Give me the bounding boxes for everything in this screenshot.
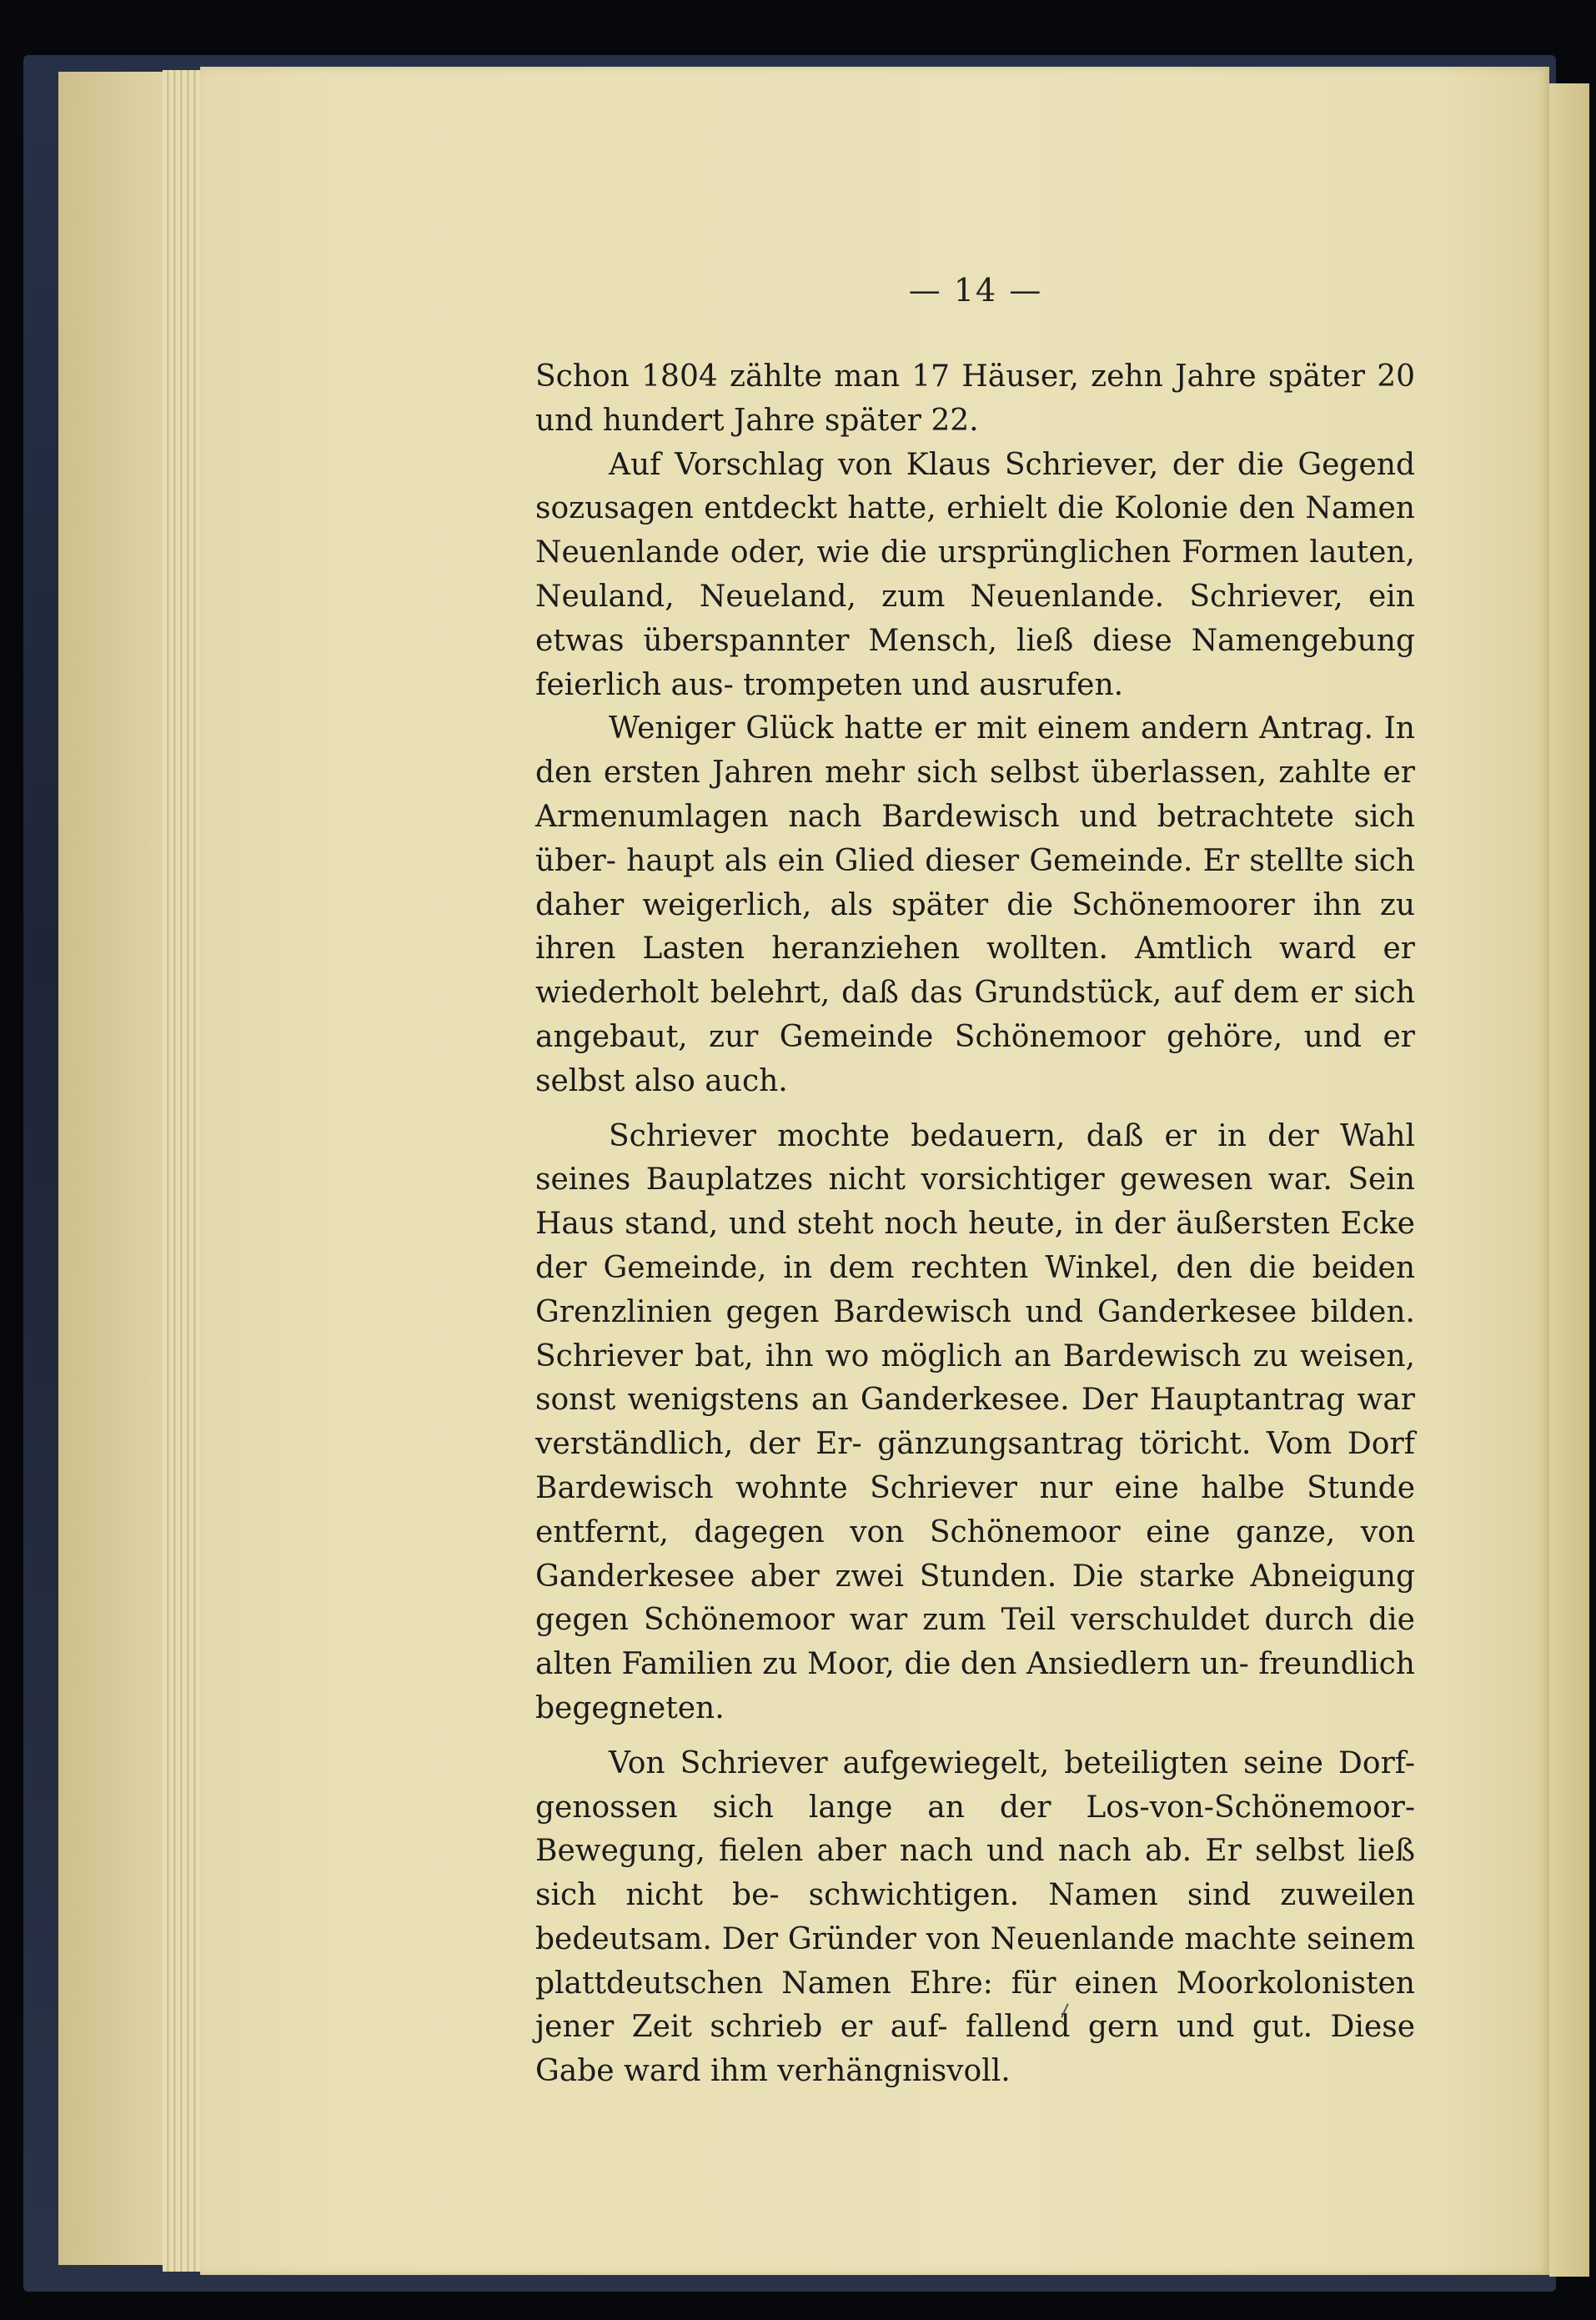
paragraph-4: Schriever mochte bedauern, daß er in der Wahl seines Bauplatzes nicht vorsichtiger gewesen war. Sein Haus stand, und steht noch heute, in der äußersten Ecke der Gemeinde, in dem rechten Winkel, den die beiden Grenzlinien gegen Bardewisch und Ganderkesee bilden. Schriever bat, ihn wo möglich an Bardewisch zu weisen, sonst wenigstens an Ganderkesee. Der Hauptantrag war verständlich, der Er- gänzungsantrag töricht. Vom Dorf Bardewisch wohnte Schriever nur eine halbe Stunde entfernt, dagegen von Schönemoor eine ganze, von Ganderkesee aber zwei Stunden. Die starke Abneigung gegen Schönemoor war zum Teil verschuldet durch die alten Familien zu Moor, die den Ansiedlern un- freundlich begegneten. [535,1118,1415,1725]
paragraph-2: Auf Vorschlag von Klaus Schriever, der die Gegend sozusagen entdeckt hatte, erhielt die Kolonie den Namen Neuenlande oder, wie die ursprünglichen Formen lauten, Neuland, Neueland, zum Neuenlande. Schriever, ein etwas überspannter Mensch, ließ diese Namengebung feierlich aus- trompeten und ausrufen. [535,447,1415,702]
paragraph-5: Von Schriever aufgewiegelt, beteiligten seine Dorf- genossen sich lange an der Los-von-Schönemoor-Bewegung, fielen aber nach und nach ab. Er selbst ließ sich nicht be- schwichtigen. Namen sind zuweilen bedeutsam. Der Gründer von Neuenlande machte seinem plattdeutschen Namen Ehre: für einen Moorkolonisten jener Zeit schrieb er auf- fallend gern und gut. Diese Gabe ward ihm verhängnisvoll. [535,1745,1415,2089]
body-text [535,355,1415,2094]
paragraph-3: Weniger Glück hatte er mit einem andern Antrag. In den ersten Jahren mehr sich selbst überlassen, zahlte er Armenumlagen nach Bardewisch und betrachtete sich über- haupt als ein Glied dieser Gemeinde. Er stellte sich daher weigerlich, als später die Schönemoorer ihn zu ihren Lasten heranziehen wollten. Amtlich ward er wiederholt belehrt, daß das Grundstück, auf dem er sich angebaut, zur Gemeinde Schönemoor gehöre, und er selbst also auch. [535,711,1415,1098]
page-number: — 14 — [908,272,1043,309]
paragraph-1: Schon 1804 zählte man 17 Häuser, zehn Jahre später 20 und hundert Jahre später 22. [535,359,1415,438]
page-edges [163,70,204,2272]
right-page-edge [1549,83,1589,2277]
